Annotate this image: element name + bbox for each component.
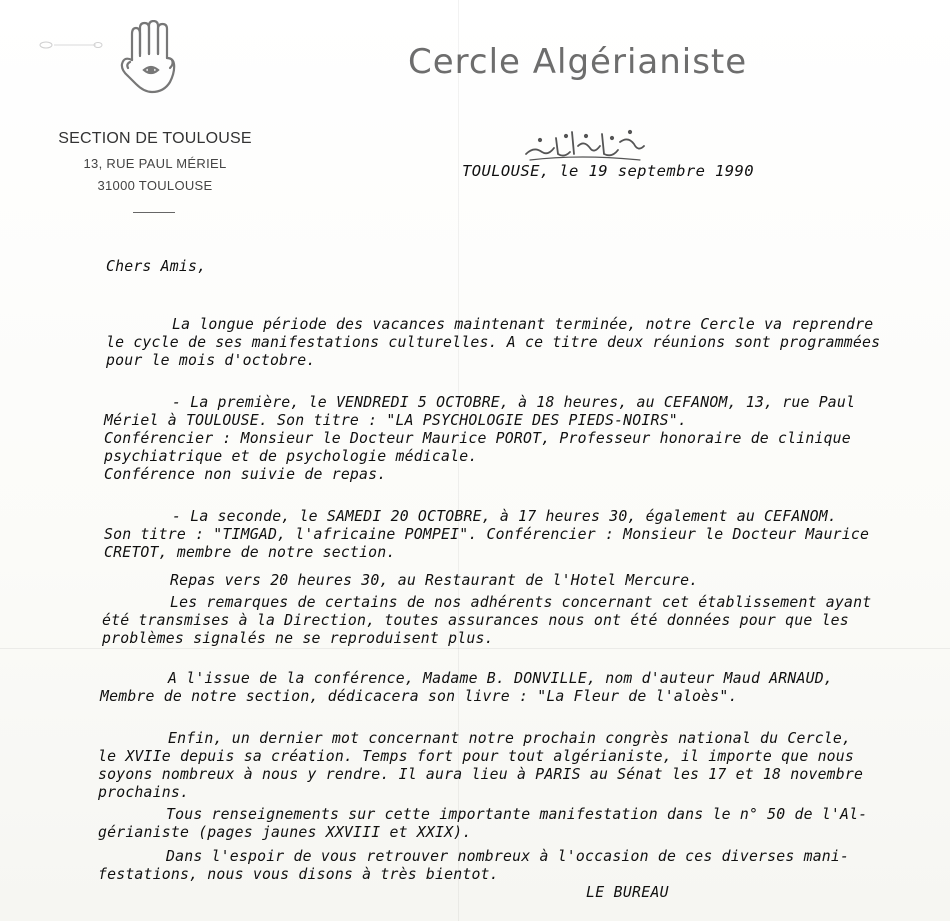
letter-line: été transmises à la Direction, toutes assurances nous ont été données pour que les bbox=[102, 612, 849, 629]
letter-dateline: TOULOUSE, le 19 septembre 1990 bbox=[462, 162, 754, 180]
letter-line: le cycle de ses manifestations culturelles. A ce titre deux réunions sont programmées bbox=[106, 334, 881, 351]
letter-line: le XVIIe depuis sa création. Temps fort pour tout algérianiste, il importe que nous bbox=[98, 748, 855, 765]
letter-line: - La seconde, le SAMEDI 20 OCTOBRE, à 17 heures 30, également au CEFANOM. bbox=[172, 508, 837, 525]
letter-line: Tous renseignements sur cette importante manifestation dans le n° 50 de l'Al- bbox=[166, 806, 868, 823]
letter-line: Enfin, un dernier mot concernant notre prochain congrès national du Cercle, bbox=[168, 730, 852, 747]
letter-line: Son titre : "TIMGAD, l'africaine POMPEI". Conférencier : Monsieur le Docteur Maurice bbox=[104, 526, 870, 543]
letter-line: festations, nous vous disons à très bientot. bbox=[98, 866, 499, 883]
address-line-city: 31000 TOULOUSE bbox=[97, 178, 213, 193]
letter-line: Conférence non suivie de repas. bbox=[104, 466, 387, 483]
letter-line: soyons nombreux à nous y rendre. Il aura lieu à PARIS au Sénat les 17 et 18 novembre bbox=[98, 766, 864, 783]
arabic-calligraphy-stamp-icon bbox=[520, 124, 650, 164]
letter-line: pour le mois d'octobre. bbox=[106, 352, 316, 369]
letter-line: Conférencier : Monsieur le Docteur Maurice POROT, Professeur honoraire de clinique bbox=[104, 430, 851, 447]
letter-line: A l'issue de la conférence, Madame B. DONVILLE, nom d'auteur Maud ARNAUD, bbox=[168, 670, 833, 687]
letter-salutation: Chers Amis, bbox=[106, 258, 207, 275]
section-name: SECTION DE TOULOUSE bbox=[58, 130, 252, 147]
header-divider bbox=[133, 212, 175, 213]
address-line-street: 13, RUE PAUL MÉRIEL bbox=[83, 156, 227, 171]
letter-line: CRETOT, membre de notre section. bbox=[104, 544, 396, 561]
letter-signature: LE BUREAU bbox=[586, 884, 669, 901]
letter-line: Repas vers 20 heures 30, au Restaurant de l'Hotel Mercure. bbox=[170, 572, 699, 589]
letter-line: - La première, le VENDREDI 5 OCTOBRE, à 18 heures, au CEFANOM, 13, rue Paul bbox=[172, 394, 856, 411]
letter-line: Les remarques de certains de nos adhérents concernant cet établissement ayant bbox=[170, 594, 872, 611]
letter-line: prochains. bbox=[98, 784, 190, 801]
punch-holes-mark bbox=[36, 34, 106, 56]
letter-line: psychiatrique et de psychologie médicale. bbox=[104, 448, 478, 465]
organization-title: Cercle Algérianiste bbox=[408, 42, 748, 82]
letter-line: Mériel à TOULOUSE. Son titre : "LA PSYCHOLOGIE DES PIEDS-NOIRS". bbox=[104, 412, 687, 429]
hamsa-hand-icon bbox=[118, 20, 184, 106]
paper-fold-horizontal bbox=[0, 648, 950, 649]
letter-line: La longue période des vacances maintenant terminée, notre Cercle va reprendre bbox=[172, 316, 874, 333]
letter-line: Membre de notre section, dédicacera son livre : "La Fleur de l'aloès". bbox=[100, 688, 738, 705]
letter-line: problèmes signalés ne se reproduisent plus. bbox=[102, 630, 494, 647]
letter-line: gérianiste (pages jaunes XXVIII et XXIX). bbox=[98, 824, 472, 841]
letter-line: Dans l'espoir de vous retrouver nombreux à l'occasion de ces diverses mani- bbox=[166, 848, 850, 865]
